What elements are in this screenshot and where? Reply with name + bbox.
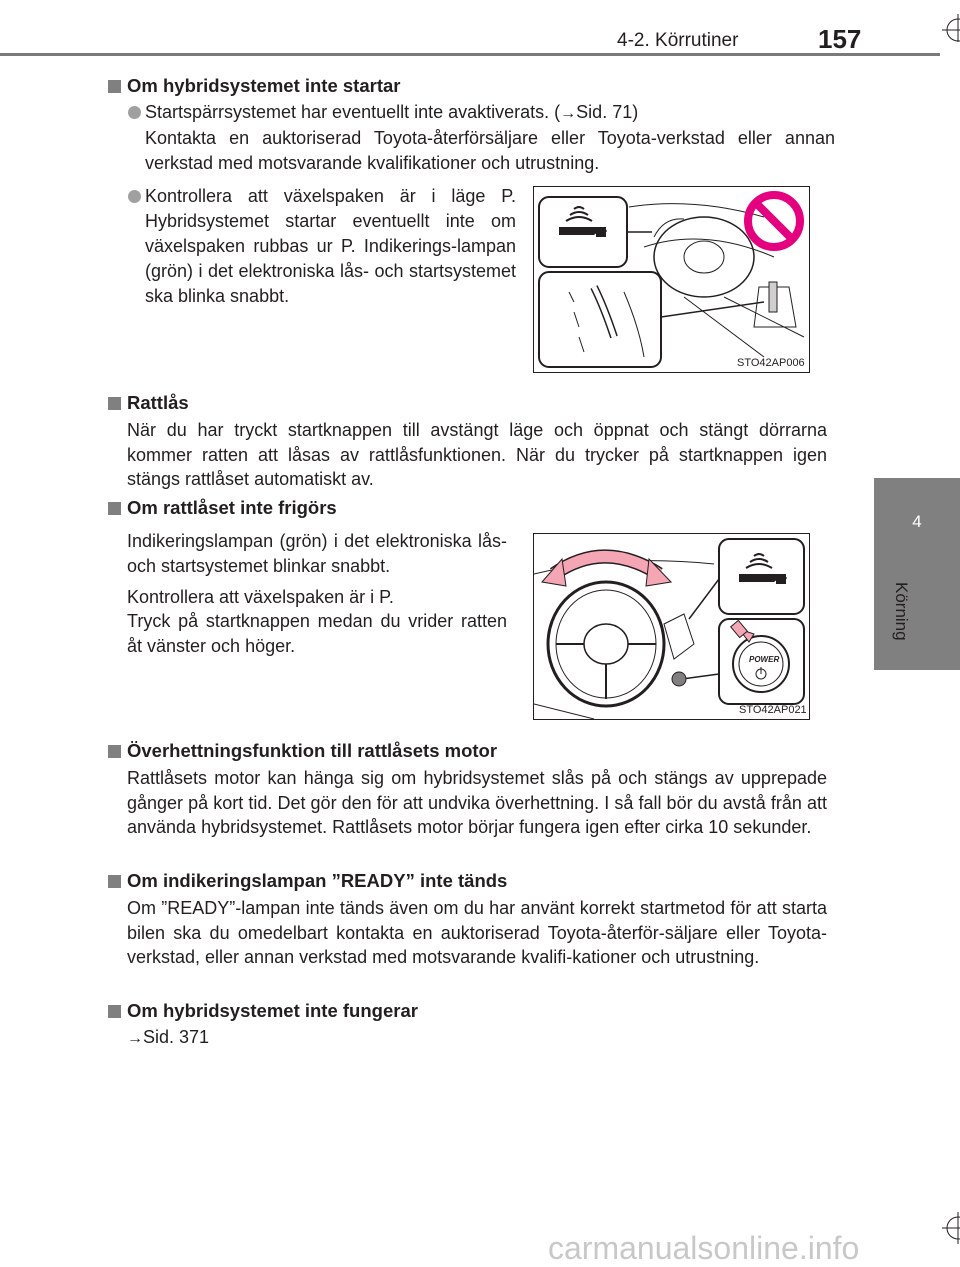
figure-code: STO42AP006 bbox=[737, 357, 805, 369]
square-bullet-icon bbox=[108, 80, 121, 93]
header-rule bbox=[0, 53, 940, 56]
heading-steering-lock-not-released: Om rattlåset inte frigörs bbox=[108, 496, 337, 520]
steering-wheel-illustration bbox=[534, 534, 809, 719]
bullet-shift-lever bbox=[145, 184, 516, 309]
chapter-tab bbox=[874, 478, 960, 668]
chapter-label: Körning bbox=[892, 582, 911, 641]
bullet-immobilizer-line1: Startspärrsystemet har eventuellt inte avaktiverats. (→Sid. 71) bbox=[145, 102, 639, 122]
heading-steering-lock: Rattlås bbox=[108, 391, 189, 415]
paragraph-steering-lock: När du har tryckt startknappen till avstängt läge och öppnat och stängt dörrarna kommer ratten att låsas av rattlåsfunktionen. När du trycker på startknappen igen stängs rattlåset automatiskt av. bbox=[127, 420, 827, 489]
square-bullet-icon bbox=[108, 502, 121, 515]
power-label: POWER bbox=[749, 655, 780, 664]
square-bullet-icon bbox=[108, 397, 121, 410]
paragraph-press-and-turn: Tryck på startknappen medan du vrider ratten åt vänster och höger. bbox=[127, 611, 507, 656]
heading-overheating: Överhettningsfunktion till rattlåsets motor bbox=[108, 739, 497, 763]
page-reference-link[interactable]: Sid. 71) bbox=[576, 102, 639, 122]
reference-hybrid-not-working bbox=[127, 1025, 827, 1052]
page-reference-link[interactable]: Sid. 371 bbox=[143, 1027, 210, 1047]
square-bullet-icon bbox=[108, 745, 121, 758]
section-title: 4-2. Körrutiner bbox=[617, 30, 739, 51]
heading-hybrid-not-starting: Om hybridsystemet inte startar bbox=[108, 74, 400, 98]
paragraph-check-shift: Kontrollera att växelspaken är i P. bbox=[127, 587, 394, 607]
heading-ready-indicator: Om indikeringslampan ”READY” inte tänds bbox=[108, 869, 507, 893]
paragraph-ready-indicator: Om ”READY”-lampan inte tänds även om du har använt korrekt startmetod för att starta bilen ska du omedelbart kontakta en auktoriserad Toyota-återför-säljare eller Toyota-verkstad, eller annan verkstad med motsvarande kvalifi-kationer och utrustning. bbox=[127, 898, 827, 967]
figure-steering-wheel-illustration bbox=[533, 533, 810, 720]
bullet-shift-lever-text: Kontrollera att växelspaken är i läge P. Hybridsystemet startar eventuellt inte om växelspaken rubbas ur P. Indikerings-lampan (grön) i det elektroniska lås- och startsystemet ska blinka snabbt. bbox=[145, 186, 516, 306]
reference-arrow-icon: → bbox=[127, 1030, 143, 1047]
heading-hybrid-not-working: Om hybridsystemet inte fungerar bbox=[108, 999, 418, 1023]
round-bullet-icon bbox=[128, 190, 141, 203]
bullet-immobilizer-rest: Kontakta en auktoriserad Toyota-återförsäljare eller Toyota-verkstad eller annan verkstad med motsvarande kvalifikationer och utrustning. bbox=[145, 128, 835, 173]
figure-code: STO42AP021 bbox=[739, 704, 807, 716]
page-number: 157 bbox=[818, 24, 862, 54]
shift-lever-illustration bbox=[534, 187, 809, 372]
registration-mark-icon bbox=[934, 8, 960, 42]
round-bullet-icon bbox=[128, 106, 141, 119]
figure-shift-lever-illustration bbox=[533, 186, 810, 373]
chapter-number: 4 bbox=[912, 512, 922, 531]
paragraph-indicator-flashing: Indikeringslampan (grön) i det elektroniska lås- och startsystemet blinkar snabbt. bbox=[127, 531, 507, 576]
watermark: carmanualsonline.info bbox=[548, 1230, 860, 1266]
chapter-tab-divider bbox=[874, 668, 960, 670]
registration-mark-icon bbox=[930, 1208, 960, 1248]
square-bullet-icon bbox=[108, 1005, 121, 1018]
bullet-immobilizer bbox=[145, 100, 835, 176]
square-bullet-icon bbox=[108, 875, 121, 888]
paragraph-overheating: Rattlåsets motor kan hänga sig om hybridsystemet slås på och stängs av upprepade gånger på kort tid. Det gör den för att undvika överhettning. I så fall bör du avstå från att använda hybridsystemet. Rattlåsets motor börjar fungera igen efter cirka 10 sekunder. bbox=[127, 768, 827, 837]
reference-arrow-icon: → bbox=[560, 105, 577, 122]
